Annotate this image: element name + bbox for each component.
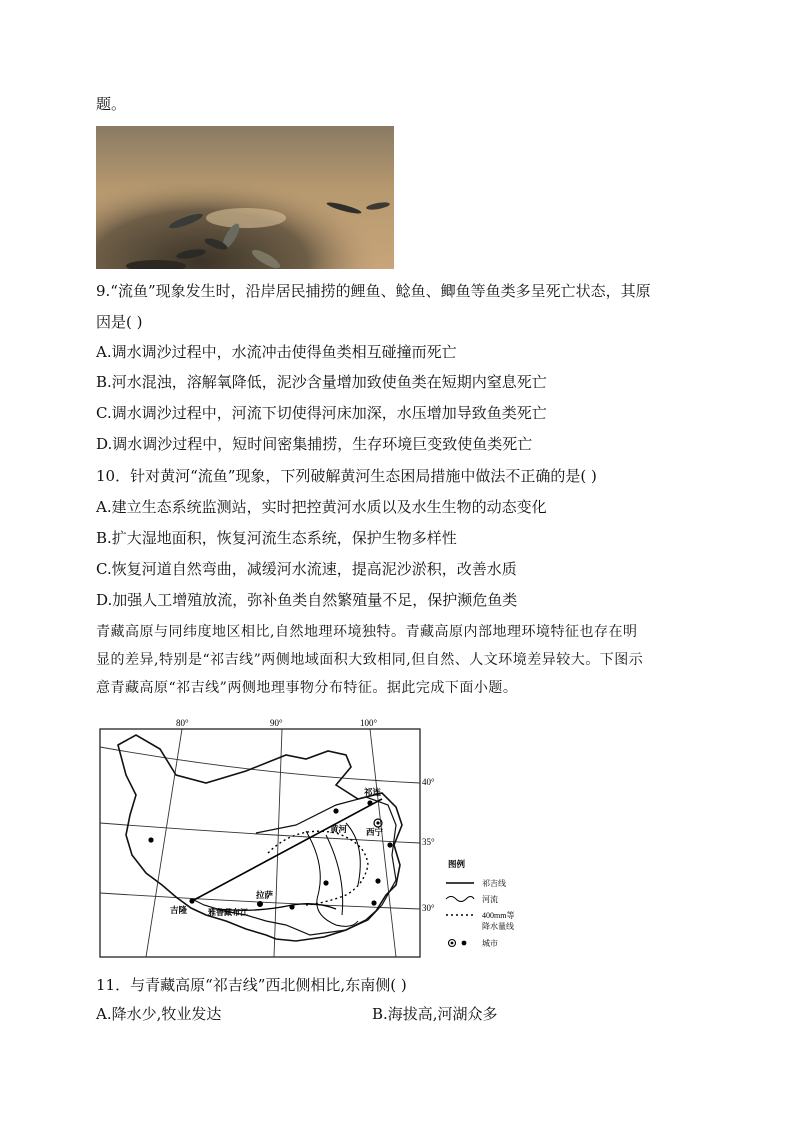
city-dot: [387, 842, 392, 847]
river-fish-photo: [96, 126, 394, 269]
label-yarlung: 雅鲁藏布江: [208, 908, 248, 917]
q9-option-a: A.调水调沙过程中，水流冲击使得鱼类相互碰撞而死亡: [96, 343, 457, 361]
passage-intro: [96, 618, 706, 702]
map-frame: [100, 729, 420, 957]
q11-option-b: B.海拔高,河湖众多: [372, 1005, 498, 1023]
city-dot: [375, 878, 380, 883]
city-jilong: [189, 898, 194, 903]
label-xining: 西宁: [366, 827, 384, 837]
label-qilian: 祁连: [364, 787, 382, 797]
legend-isohyet-2: 降水量线: [482, 922, 514, 931]
label-huanghe: 黄河: [330, 824, 348, 834]
passage-line-1: 青藏高原与同纬度地区相比,自然地理环境独特。青藏高原内部地理环境特征也存在明: [96, 624, 638, 640]
lat-label-40: 40°: [422, 777, 435, 787]
q10-option-d: D.加强人工增殖放流，弥补鱼类自然繁殖量不足，保护濒危鱼类: [96, 591, 518, 609]
q10-option-c: C.恢复河道自然弯曲，减缓河水流速，提高泥沙淤积，改善水质: [96, 560, 517, 578]
legend-river: 河流: [482, 895, 498, 904]
lat-label-35: 35°: [422, 837, 435, 847]
q9-option-c: C.调水调沙过程中，河流下切使得河床加深，水压增加导致鱼类死亡: [96, 404, 547, 422]
fish-photo-illustration: [96, 126, 394, 269]
q10-stem: 10．针对黄河“流鱼”现象，下列破解黄河生态困局措施中做法不正确的是( ): [96, 467, 597, 485]
qinghai-tibet-map: [96, 715, 526, 963]
q10-option-b: B.扩大湿地面积，恢复河流生态系统，保护生物多样性: [96, 529, 457, 547]
q10-option-a: A.建立生态系统监测站，实时把控黄河水质以及水生生物的动态变化: [96, 498, 547, 516]
city-lasa: [257, 901, 263, 907]
label-lasa: 拉萨: [256, 890, 274, 900]
legend-river-swatch: [446, 897, 474, 902]
city-qilian: [367, 800, 372, 805]
legend-qiji: 祁吉线: [482, 879, 506, 888]
q9-stem-line2: 因是( ): [96, 313, 143, 331]
label-jilong: 吉隆: [170, 905, 188, 915]
header-fragment: 题。: [96, 95, 127, 113]
lon-label-100: 100°: [360, 718, 378, 728]
passage-line-2: 显的差异,特别是“祁吉线”两侧地域面积大致相同,但自然、人文环境差异较大。下图示: [96, 652, 644, 668]
legend-isohyet: 400mm等: [482, 911, 515, 920]
city-dot: [371, 900, 376, 905]
passage-line-3: 意青藏高原“祁吉线”两侧地理事物分布特征。据此完成下面小题。: [96, 680, 518, 696]
legend-city: 城市: [482, 939, 498, 948]
q9-stem-line1: 9.“流鱼”现象发生时，沿岸居民捕捞的鲤鱼、鲶鱼、鲫鱼等鱼类多呈死亡状态，其原: [96, 282, 651, 300]
map-svg: [96, 715, 526, 963]
q11-stem: 11．与青藏高原“祁吉线”西北侧相比,东南侧( ): [96, 976, 407, 994]
q9-option-d: D.调水调沙过程中，短时间密集捕捞，生存环境巨变致使鱼类死亡: [96, 435, 533, 453]
lon-label-90: 90°: [270, 718, 283, 728]
city-dot: [323, 880, 328, 885]
q11-option-a: A.降水少,牧业发达: [96, 1005, 222, 1023]
lat-label-30: 30°: [422, 903, 435, 913]
city-dot: [333, 808, 338, 813]
city-dot: [148, 837, 153, 842]
legend-title: 图例: [448, 859, 466, 869]
lon-label-80: 80°: [176, 718, 189, 728]
map-legend: [446, 859, 514, 948]
city-dot: [289, 904, 294, 909]
q9-option-b: B.河水混浊，溶解氧降低，泥沙含量增加致使鱼类在短期内窒息死亡: [96, 373, 547, 391]
